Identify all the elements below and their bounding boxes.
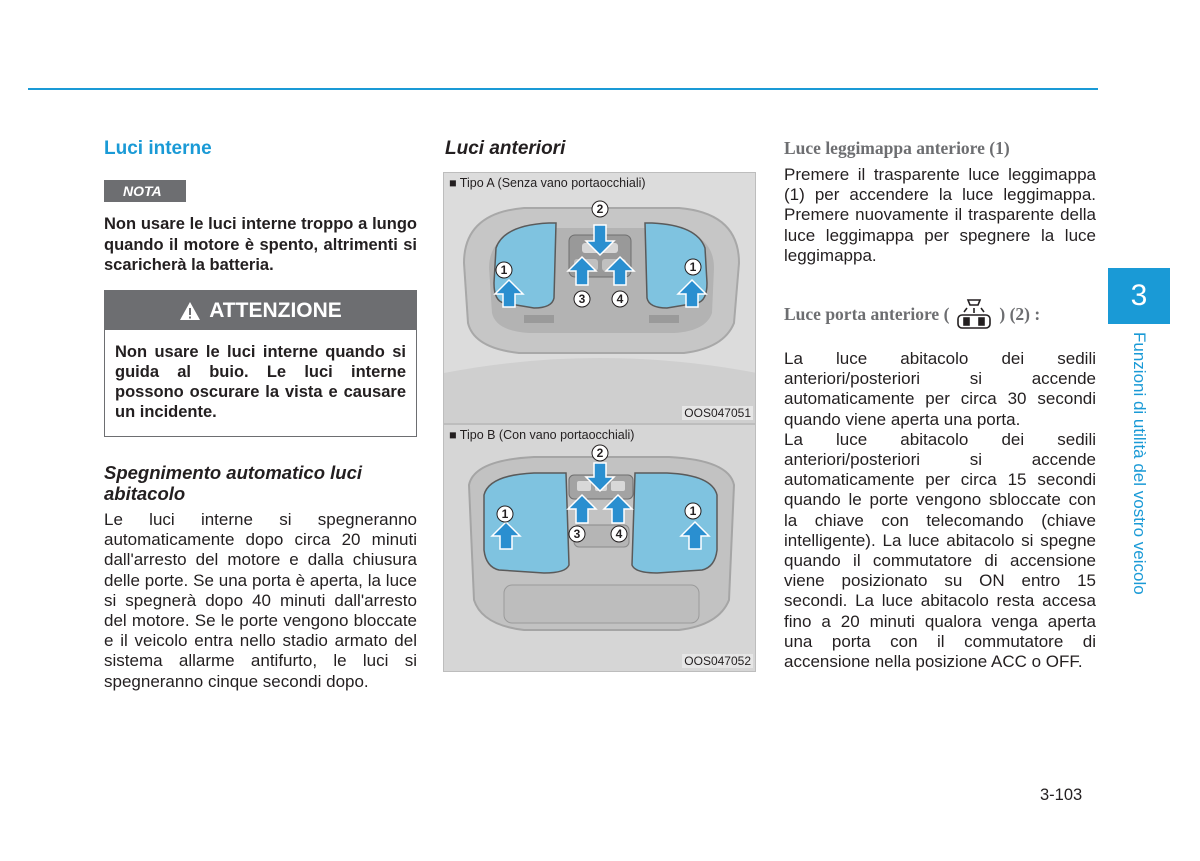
overhead-console-illustration-a: [444, 173, 756, 424]
map-lamp-heading: Luce leggimappa anteriore (1): [784, 138, 1010, 158]
figure-b-code: OOS047052: [684, 654, 751, 668]
figure-a-code: OOS047051: [684, 406, 751, 420]
auto-off-text: Le luci interne si spegneranno automaticamente dopo circa 20 minuti dall'arresto del motore e dalla chiusura delle porte. Se una porta è aperta, la luce si spegnerà dopo 40 minuti dall'arresto del motore. Se le porte vengono bloccate e il veicolo entra nello stadio armato del sistema allarme antifurto, le luci si spegneranno cinque secondi dopo.: [104, 510, 417, 691]
warning-triangle-icon: [179, 301, 201, 321]
warning-label: ATTENZIONE: [209, 298, 342, 322]
callout-b-4: 4: [615, 527, 623, 541]
callout-b-1-left: 1: [501, 507, 509, 521]
figure-a-label: ■ Tipo A (Senza vano portaocchiali): [449, 176, 646, 190]
door-light-heading-pre: Luce porta anteriore (: [784, 303, 950, 324]
page-number: 3-103: [1040, 786, 1083, 804]
callout-b-1-right: 1: [689, 504, 697, 518]
figure-type-a: [443, 172, 756, 424]
chapter-number-tab: 3: [1108, 268, 1170, 324]
callout-a-4: 4: [616, 292, 624, 306]
door-light-heading: [784, 296, 1040, 332]
door-light-heading-post: ) (2) :: [999, 303, 1041, 324]
callout-a-1-right: 1: [689, 260, 697, 274]
right-column: [784, 138, 1096, 266]
callout-a-1-left: 1: [500, 263, 508, 277]
warning-box: [104, 290, 417, 437]
top-rule: [28, 88, 1098, 90]
nota-label: NOTA: [104, 180, 186, 202]
door-light-text-1: La luce abitacolo dei sedili anteriori/posteriori si accende automaticamente per circa 30 secondi quando viene aperta una porta.: [784, 349, 1096, 429]
figure-b-label: ■ Tipo B (Con vano portaocchiali): [449, 428, 635, 442]
chapter-title: Funzioni di utilità del vostro veicolo: [1130, 332, 1149, 595]
warning-header: [105, 291, 416, 330]
map-lamp-text: Premere il trasparente luce leggimappa (1) per accendere la luce leggimappa. Premere nuovamente il trasparente della luce leggimappa per spegnere la luce leggimappa.: [784, 165, 1096, 265]
callout-b-3: 3: [573, 527, 581, 541]
figure-type-b: [443, 424, 756, 672]
left-column: [104, 138, 417, 276]
overhead-console-illustration-b: [444, 425, 756, 672]
callout-a-3: 3: [578, 292, 586, 306]
warning-text: Non usare le luci interne quando si guida al buio. Le luci interne possono oscurare la vista e causare un incidente.: [115, 343, 406, 421]
figures-title: Luci anteriori: [445, 138, 566, 159]
door-light-text: [784, 349, 1096, 672]
door-light-text-2: La luce abitacolo dei sedili anteriori/posteriori si accende automaticamente per circa 15 secondi quando le porte vengono sbloccate con la chiave con telecomando (chiave intelligente). La luce abitacolo si spegne quando il commutatore di accensione viene posizionato su ON entro 15 secondi. La luce abitacolo resta accesa fino a 20 minuti qualora venga aperta una porta con il commutatore di accensione nella posizione ACC o OFF.: [784, 429, 1096, 672]
callout-a-2: 2: [596, 202, 604, 216]
subsection-title: Spegnimento automatico luci abitacolo: [104, 462, 362, 504]
section-title: Luci interne: [104, 138, 212, 159]
nota-text: Non usare le luci interne troppo a lungo quando il motore è spento, altrimenti si scaricherà la batteria.: [104, 215, 417, 274]
door-light-icon: [953, 296, 995, 332]
callout-b-2: 2: [596, 446, 604, 460]
